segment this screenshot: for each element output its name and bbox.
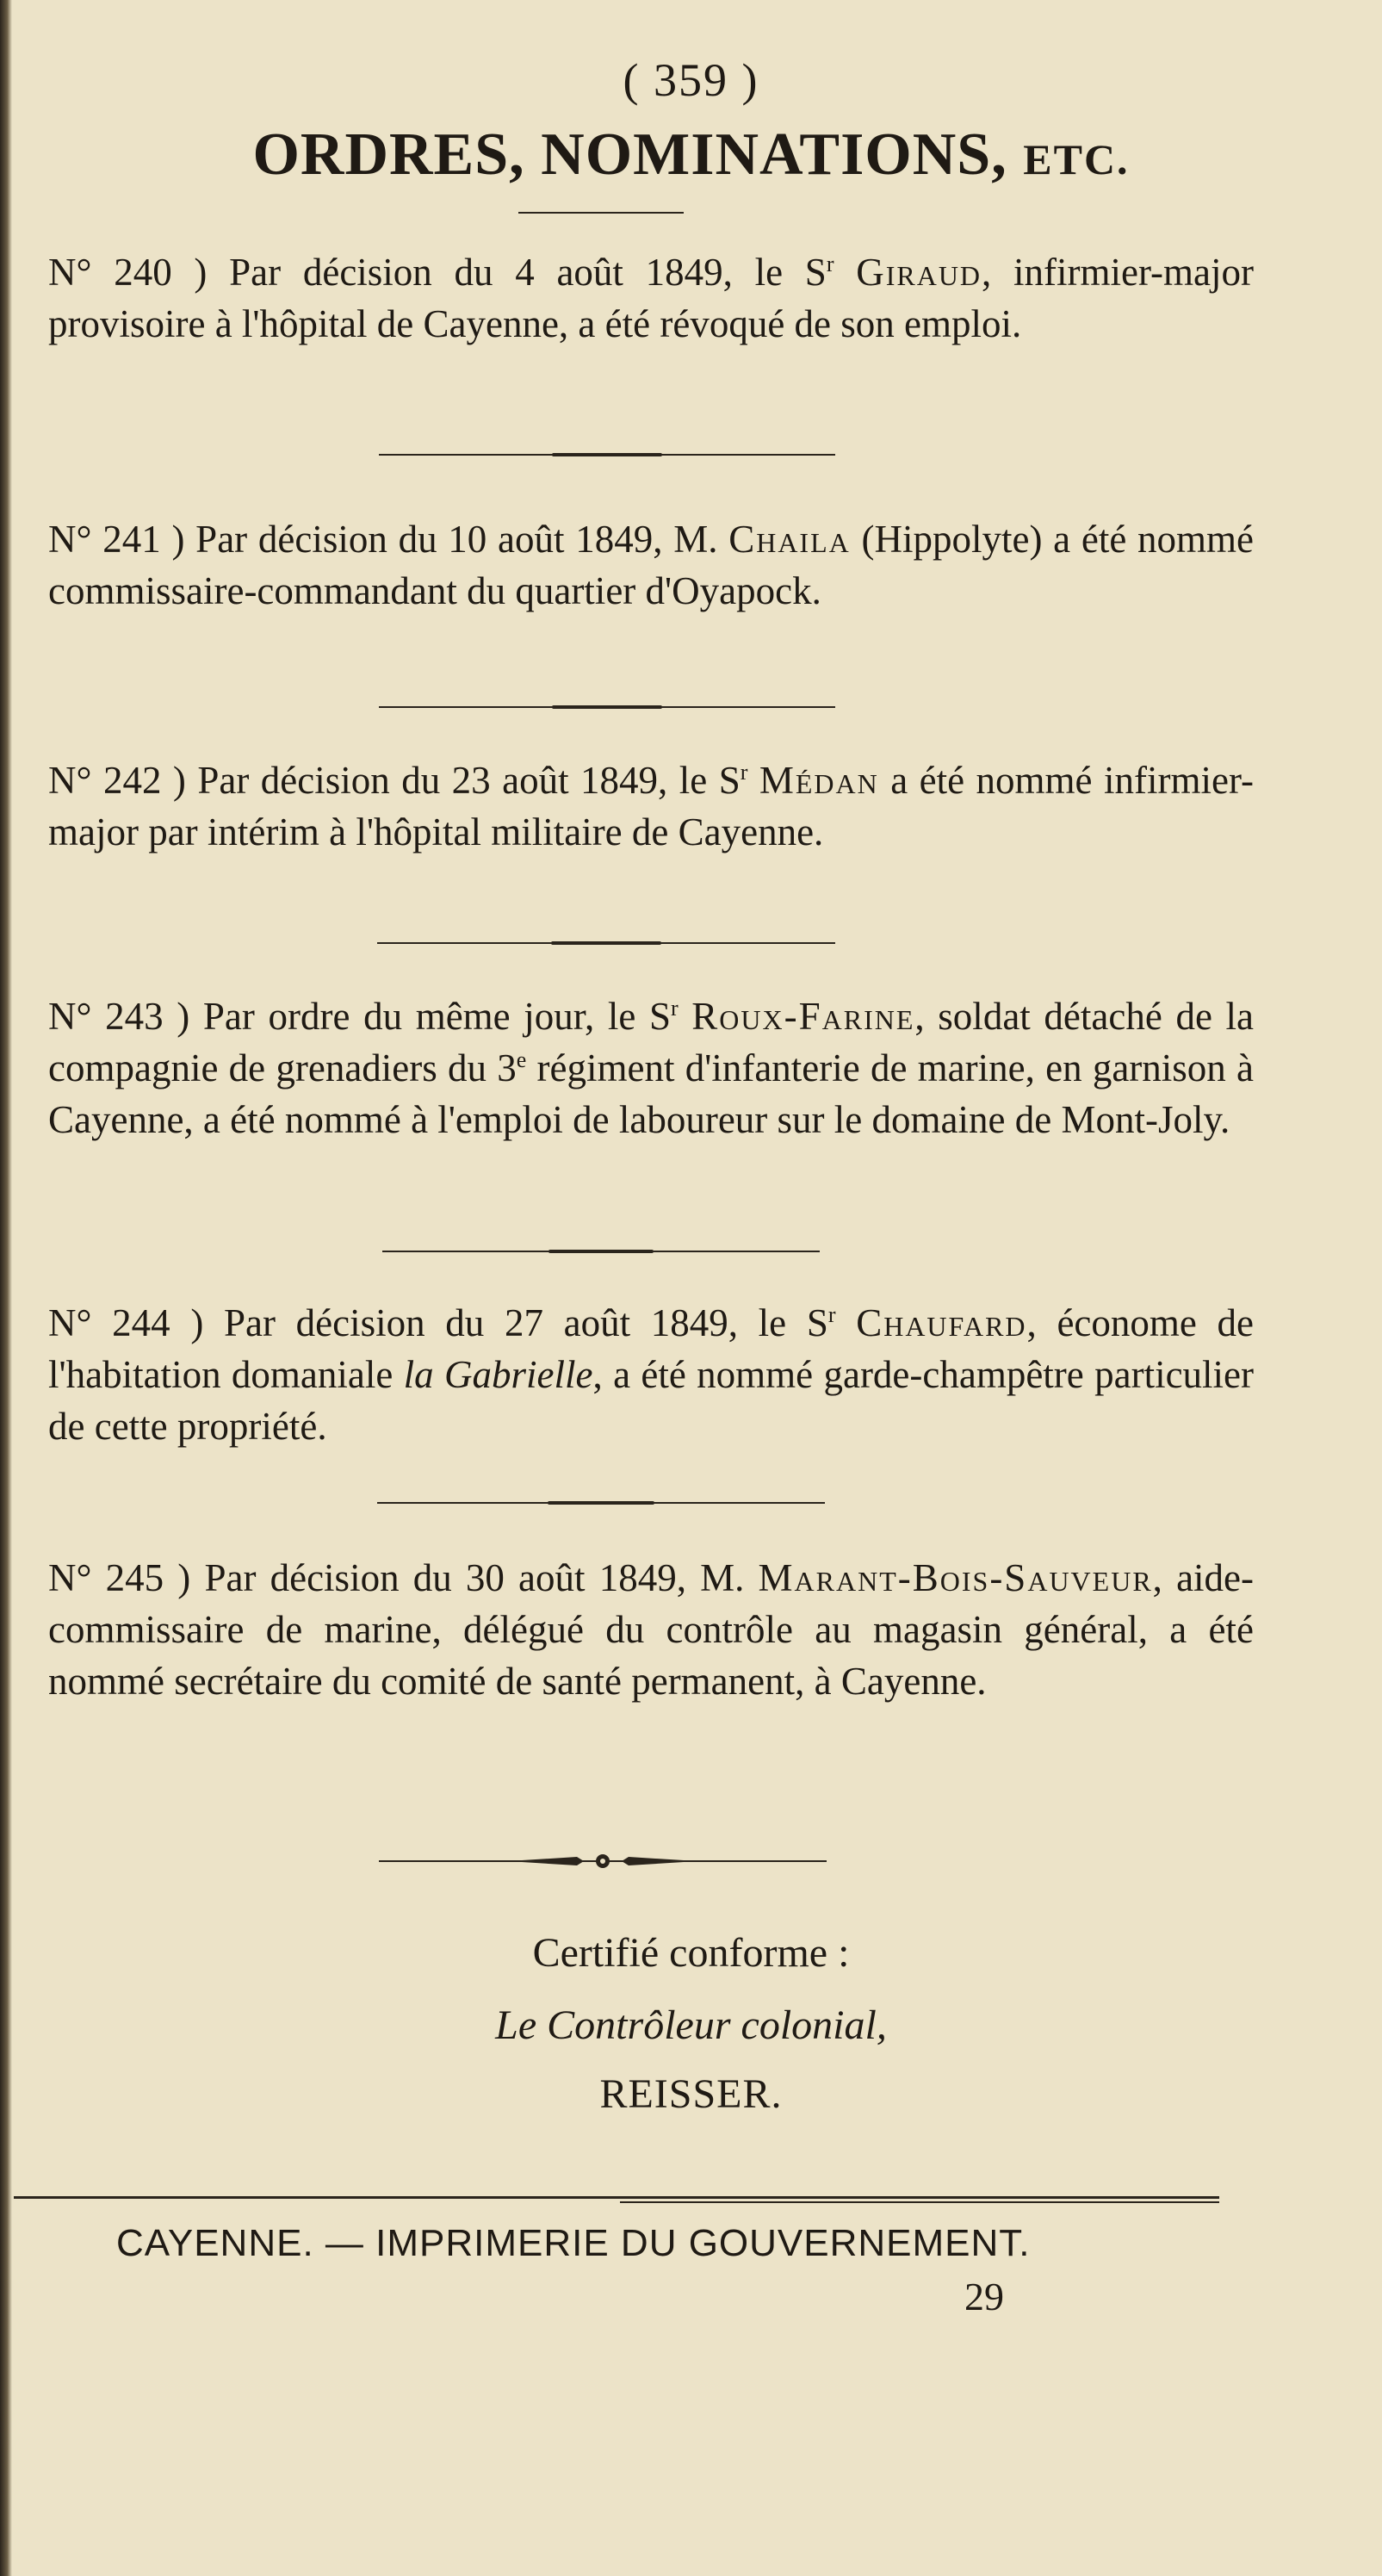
entry-separator xyxy=(377,942,835,944)
entry-240 xyxy=(48,246,1254,350)
entry-number: N° 241 ) xyxy=(48,518,185,561)
entry-separator xyxy=(379,454,835,456)
entry-text-pre: Par ordre du même jour, le S xyxy=(202,995,671,1038)
certification-signatory: REISSER. xyxy=(599,2071,783,2117)
entry-number: N° 243 ) xyxy=(48,995,190,1038)
certification-title: Le Contrôleur colonial, xyxy=(495,2002,887,2048)
entry-text-pre: Par décision du 23 août 1849, le S xyxy=(197,759,741,802)
entry-number: N° 244 ) xyxy=(48,1301,204,1344)
entry-sup: r xyxy=(740,760,748,785)
entry-text-post: , infirmier-major provisoire à l'hôpital de Cayenne, a été révoqué de son emploi. xyxy=(48,251,1254,345)
entry-244 xyxy=(48,1297,1254,1452)
entry-person-name: Chaufard xyxy=(856,1301,1027,1344)
entry-241 xyxy=(48,513,1254,617)
signature-mark: 29 xyxy=(964,2275,1004,2318)
heading-main: ORDRES, NOMINATIONS, xyxy=(252,121,1007,188)
entry-person-name: Roux-Farine xyxy=(691,995,915,1038)
entry-number: N° 242 ) xyxy=(48,759,186,802)
entry-separator xyxy=(377,1502,825,1504)
entry-242 xyxy=(48,754,1254,858)
heading-rule xyxy=(518,212,684,214)
entry-sup: r xyxy=(826,251,834,276)
printer-imprint: CAYENNE. — IMPRIMERIE DU GOUVERNEMENT. xyxy=(116,2222,1031,2264)
footer-rule xyxy=(14,2196,1219,2199)
entry-text-post: (Hippolyte) a été nommé commissaire-commandant du quartier d'Oyapock. xyxy=(48,518,1255,612)
page-heading xyxy=(0,121,1382,189)
entry-text-post: a été nommé infirmier-major par intérim à l'hôpital militaire de Cayenne. xyxy=(48,759,1255,853)
entry-person-name: Chaila xyxy=(728,518,851,561)
entry-number: N° 245 ) xyxy=(48,1556,191,1599)
entry-text-mid: , soldat détaché de la compagnie de grenadiers du 3 xyxy=(48,995,1255,1089)
entry-sup: r xyxy=(670,996,679,1021)
entry-text-pre: Par décision du 10 août 1849, M. xyxy=(195,518,729,561)
entry-text-mid: , économe de l'habitation domaniale xyxy=(48,1301,1255,1396)
entry-text-pre: Par décision du 27 août 1849, le S xyxy=(224,1301,828,1344)
entry-text-pre: Par décision du 4 août 1849, le S xyxy=(229,251,827,294)
entry-person-name: Médan xyxy=(759,759,879,802)
entry-number: N° 240 ) xyxy=(48,251,208,294)
page-number: ( 359 ) xyxy=(623,54,759,106)
entry-243 xyxy=(48,990,1254,1145)
entry-text-pre: Par décision du 30 août 1849, M. xyxy=(204,1556,759,1599)
entry-text-post: régiment d'infanterie de marine, en garnison à Cayenne, a été nommé à l'emploi de laboureur sur le domaine de Mont-Joly. xyxy=(48,1046,1254,1141)
entry-separator xyxy=(382,1251,820,1252)
ornament-divider xyxy=(379,1853,827,1870)
heading-etc: ETC. xyxy=(1023,135,1130,183)
entry-sup: r xyxy=(827,1302,836,1327)
entry-sup: e xyxy=(516,1047,527,1072)
entry-person-name: Marant-Bois-Sauveur xyxy=(758,1556,1153,1599)
entry-245 xyxy=(48,1552,1254,1707)
entry-italic-text: la Gabrielle xyxy=(403,1353,593,1396)
entry-person-name: Giraud xyxy=(856,251,982,294)
entry-separator xyxy=(379,706,835,708)
entry-text-post: , a été nommé garde-champêtre particulier de cette propriété. xyxy=(48,1353,1255,1448)
entry-text-post: , aide-commissaire de marine, délégué du contrôle au magasin général, a été nommé secrétaire du comité de santé permanent, à Cayenne. xyxy=(48,1556,1255,1703)
certification-line: Certifié conforme : xyxy=(532,1930,850,1976)
footer-rule-secondary xyxy=(620,2201,1219,2203)
